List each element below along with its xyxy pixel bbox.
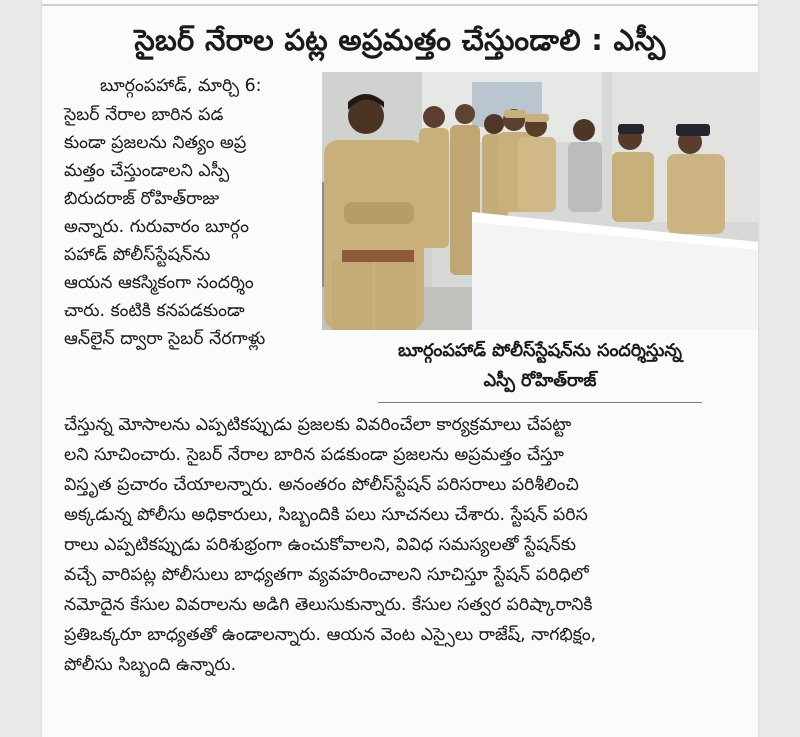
body-line: బిరుదరాజ్ రోహిత్‌రాజు	[64, 189, 220, 209]
news-photo	[322, 72, 758, 330]
body-line: చేస్తున్న మోసాలను ఎప్పటికప్పుడు ప్రజలకు వివరించేలా కార్యక్రమాలు చేపట్టా	[64, 415, 572, 435]
body-line: అన్నారు. గురువారం బూర్గం	[64, 217, 249, 237]
police-station-visit-photo	[322, 72, 758, 330]
headline: సైబర్ నేరాల పట్ల అప్రమత్తం చేస్తుండాలి : ఎస్పీ	[134, 23, 666, 57]
body-line: రాలు ఎప్పటికప్పుడు పరిశుభ్రంగా ఉంచుకోవాలని, వివిధ సమస్యలతో స్టేషన్‌కు	[64, 535, 576, 555]
body-line: వచ్చే వారిపట్ల పోలీసులు బాధ్యతగా వ్యవహరించాలని సూచిస్తూ స్టేషన్ పరిధిలో	[64, 565, 589, 585]
body-line: మత్తం చేస్తుండాలని ఎస్పీ	[64, 161, 230, 181]
photo-caption	[322, 336, 758, 396]
body-line: సైబర్ నేరాల బారిన పడ	[64, 105, 224, 125]
body-line: అక్కడున్న పోలీసు అధికారులు, సిబ్బందికి పలు సూచనలు చేశారు. స్టేషన్ పరిస	[64, 505, 588, 525]
body-line: చారు. కంటికి కనపడకుండా	[64, 301, 245, 321]
body-line: ఆయన ఆకస్మికంగా సందర్శిం	[64, 273, 254, 293]
body-line: ప్రతిఒక్కరూ బాధ్యతతో ఉండాలన్నారు. ఆయన వెంట ఎస్సైలు రాజేష్, నాగభిక్షం,	[64, 625, 597, 645]
body-line: కుండా ప్రజలను నిత్యం అప్ర	[64, 133, 247, 153]
body-line: లని సూచించారు. సైబర్ నేరాల బారిన పడకుండా ప్రజలను అప్రమత్తం చేస్తూ	[64, 445, 564, 465]
caption-line: బూర్గంపహాడ్ పోలీస్‌స్టేషన్‌ను సందర్శిస్తున్న	[398, 341, 682, 361]
body-line: పహాడ్ పోలీస్‌స్టేషన్‌ను	[64, 245, 211, 265]
body-line: విస్తృత ప్రచారం చేయాలన్నారు. అనంతరం పోలీస్‌స్టేషన్ పరిసరాలు పరిశీలించి	[64, 475, 579, 495]
caption-line: ఎస్పీ రోహిత్‌రాజ్	[483, 371, 597, 391]
body-line: నమోదైన కేసుల వివరాలను అడిగి తెలుసుకున్నారు. కేసుల సత్వర పరిష్కారానికి	[64, 595, 593, 615]
caption-underline	[378, 402, 702, 403]
body-line: పోలీసు సిబ్బంది ఉన్నారు.	[64, 655, 237, 675]
top-rule	[42, 4, 758, 6]
body-line: ఆన్‌లైన్ ద్వారా సైబర్ నేరగాళ్లు	[64, 329, 266, 349]
newspaper-clipping	[42, 0, 758, 737]
dateline: బూర్గంపహాడ్, మార్చి 6:	[100, 76, 262, 96]
